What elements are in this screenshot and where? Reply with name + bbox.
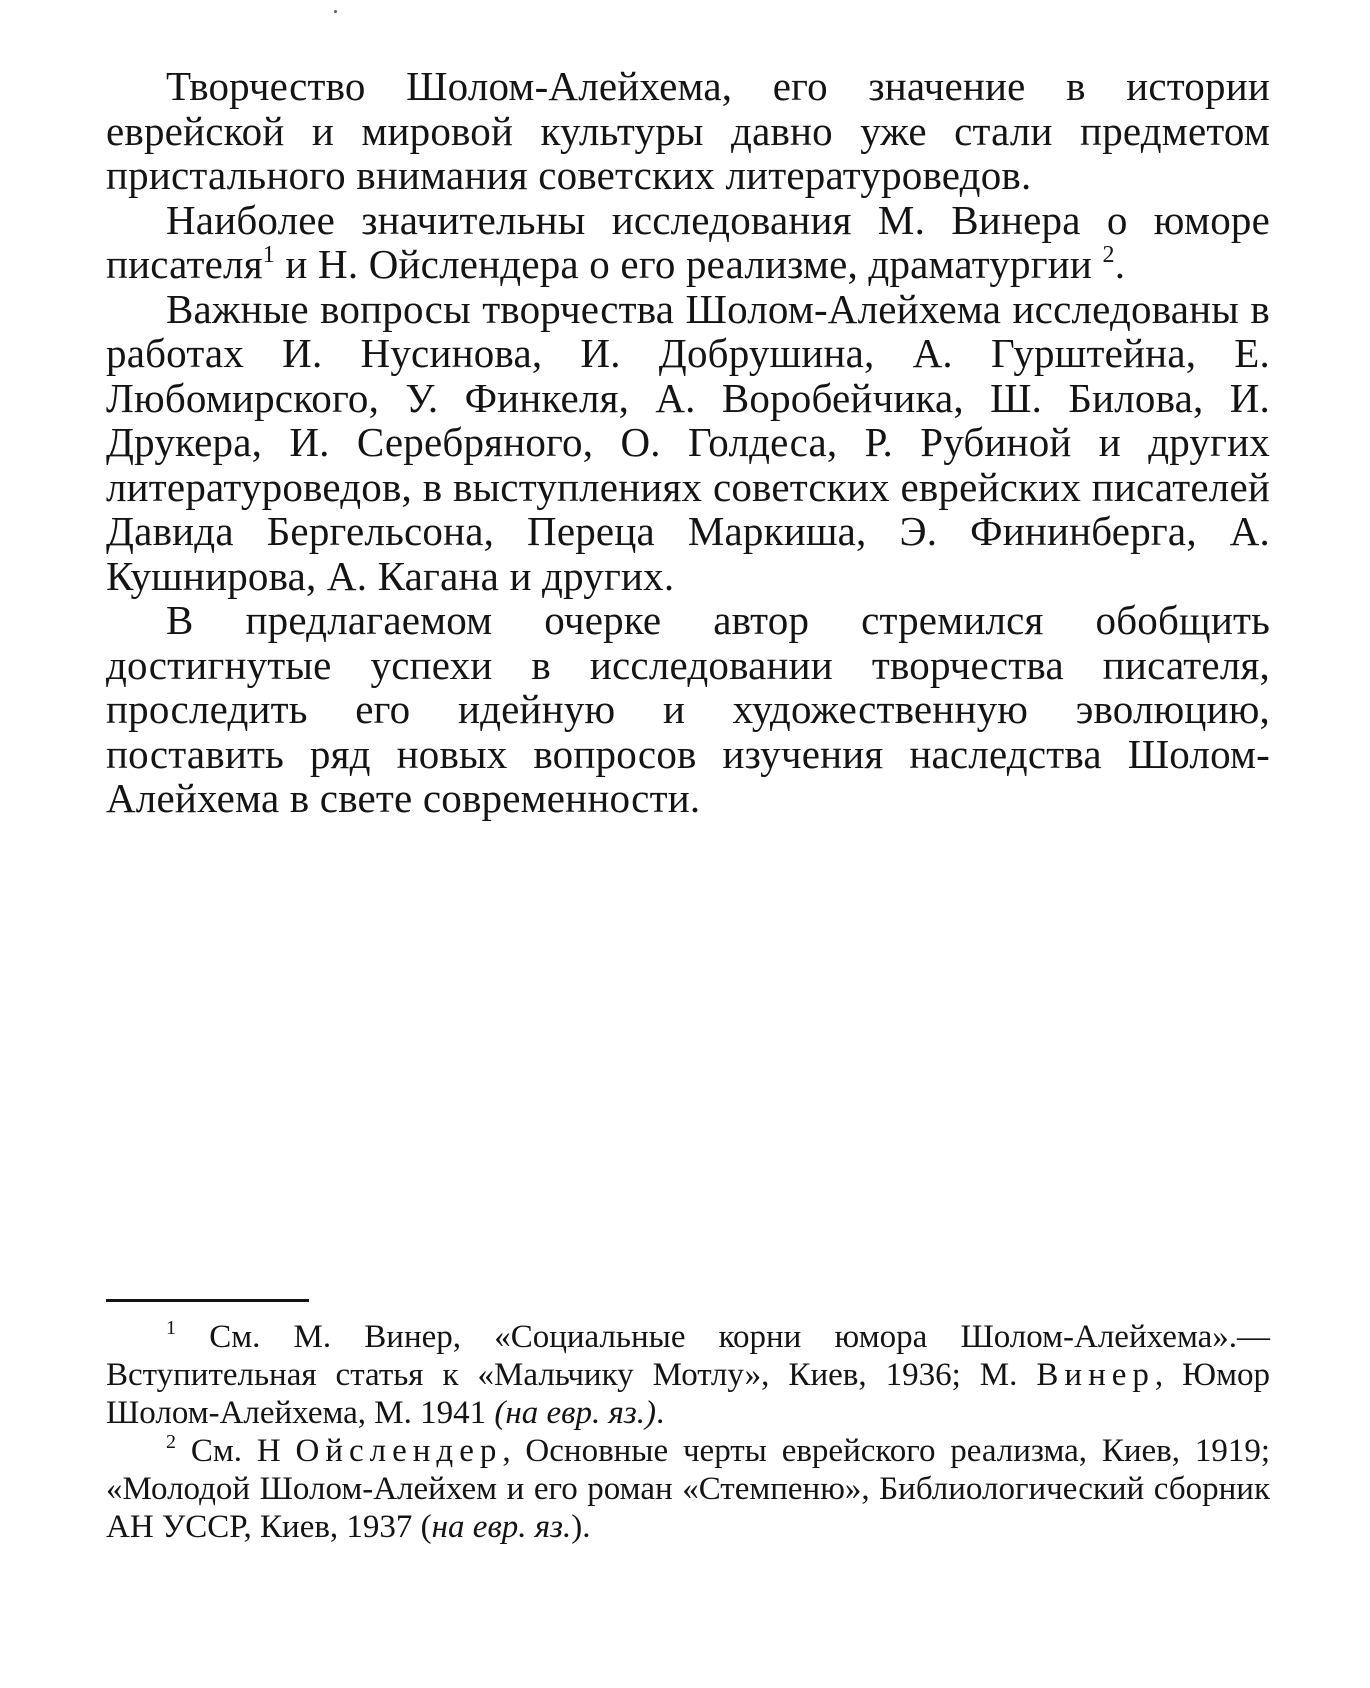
footnote-ref-2[interactable]: 2 <box>1102 242 1115 268</box>
print-speck <box>334 10 337 13</box>
footnote-1: $^1$ См. М. Винер, «Социальные корни юмора Шолом-Алейхема».— Вступительная статья к «Мальчику Мотлу», Киев, 1936; М. Винер, Юмор Шолом-Алейхема, М. 1941 (на евр. яз.). <box>106 1317 1270 1431</box>
footnotes <box>106 1318 1270 1546</box>
author-name-spaced: Ойслендер <box>295 1433 503 1469</box>
author-name-spaced: Винер <box>1036 1357 1155 1393</box>
language-note: (на евр. яз.) <box>494 1395 656 1431</box>
footnote-separator <box>106 1299 309 1302</box>
paragraph-2: Наиболее значительны исследования М. Винера о юморе писателя$^1$ и Н. Ойслендера о его реализме, драматургии $^2$. <box>106 196 1270 287</box>
language-note: на евр. яз. <box>431 1509 572 1545</box>
footnote-ref-1[interactable]: 1 <box>262 242 275 268</box>
footnote-2: $^2$ См. Н Ойслендер, Основные черты еврейского реализма, Киев, 1919; «Молодой Шолом-Алейхем и его роман «Стемпеню», Библиологический сборник АН УССР, Киев, 1937 (на евр. яз.). <box>106 1431 1270 1545</box>
footnote-number: 2 <box>166 1431 176 1453</box>
footnote-number: 1 <box>166 1317 176 1339</box>
paragraph-3: Важные вопросы творчества Шолом-Алейхема исследованы в работах И. Нусинова, И. Добрушина, А. Гурштейна, Е. Любомирского, У. Финкеля, А. Воробейчика, Ш. Билова, И. Друкера, И. Серебряного, О. Голдеса, Р. Рубиной и других литературоведов, в выступлениях советских еврейских писателей Давида Бергельсона, Переца Маркиша, Э. Фининберга, А. Кушнирова, А. Кагана и других. <box>106 285 1270 599</box>
paragraph-4: В предлагаемом очерке автор стремился обобщить достигнутые успехи в исследовании творчества писателя, проследить его идейную и художественную эволюцию, поставить ряд новых вопросов изучения наследства Шолом-Алейхема в свете современности. <box>106 597 1270 821</box>
paragraph-1: Творчество Шолом-Алейхема, его значение в истории еврейской и мировой культуры давно уже стали предметом пристального внимания советских литературоведов. <box>106 63 1270 198</box>
main-text <box>106 64 1270 821</box>
